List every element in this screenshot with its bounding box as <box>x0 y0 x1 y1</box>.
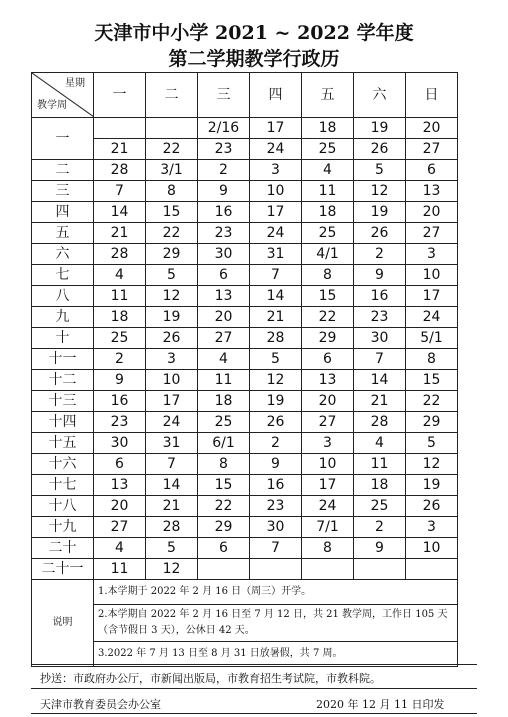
day-cell: 12 <box>406 454 458 475</box>
day-cell: 12 <box>146 559 198 580</box>
notes-row <box>32 605 458 642</box>
day-cell: 25 <box>354 496 406 517</box>
table-row <box>32 433 458 454</box>
day-cell: 15 <box>146 202 198 223</box>
day-cell: 8 <box>198 454 250 475</box>
day-cell: 17 <box>406 286 458 307</box>
day-cell: 26 <box>354 139 406 160</box>
week-label: 十五 <box>32 433 94 454</box>
day-cell: 19 <box>406 475 458 496</box>
day-cell: 18 <box>198 391 250 412</box>
day-cell: 2 <box>198 160 250 181</box>
corner-week-label: 教学周 <box>37 100 67 111</box>
day-cell <box>198 559 250 580</box>
day-cell: 18 <box>302 118 354 139</box>
week-label: 二十 <box>32 538 94 559</box>
day-cell: 25 <box>198 412 250 433</box>
day-cell: 16 <box>94 391 146 412</box>
day-cell: 7 <box>354 349 406 370</box>
day-cell: 6 <box>94 454 146 475</box>
day-cell: 16 <box>250 475 302 496</box>
week-label: 十二 <box>32 370 94 391</box>
day-cell: 11 <box>198 370 250 391</box>
day-cell: 20 <box>406 118 458 139</box>
day-cell: 6 <box>406 160 458 181</box>
footer-bottom-rule <box>31 713 477 714</box>
week-label: 十六 <box>32 454 94 475</box>
weekday-header-sun: 日 <box>406 73 458 118</box>
day-cell: 6 <box>198 538 250 559</box>
day-cell: 13 <box>302 370 354 391</box>
day-cell: 28 <box>250 328 302 349</box>
day-cell: 22 <box>302 307 354 328</box>
day-cell: 4 <box>94 538 146 559</box>
day-cell: 3 <box>302 433 354 454</box>
day-cell <box>354 559 406 580</box>
day-cell: 4/1 <box>302 244 354 265</box>
calendar-table <box>31 72 458 667</box>
day-cell: 23 <box>94 412 146 433</box>
issue-date: 2020 年 12 月 11 日印发 <box>316 698 445 711</box>
day-cell: 22 <box>146 223 198 244</box>
day-cell: 26 <box>146 328 198 349</box>
day-cell: 10 <box>146 370 198 391</box>
day-cell: 18 <box>354 475 406 496</box>
explain-label: 说明 <box>32 580 94 667</box>
day-cell: 31 <box>250 244 302 265</box>
day-cell: 9 <box>198 181 250 202</box>
day-cell: 23 <box>198 223 250 244</box>
day-cell: 25 <box>302 223 354 244</box>
day-cell: 3 <box>250 160 302 181</box>
week-label: 八 <box>32 286 94 307</box>
document-title-line1: 天津市中小学 2021 ~ 2022 学年度 <box>94 22 414 44</box>
day-cell: 8 <box>406 349 458 370</box>
table-row <box>32 118 458 139</box>
day-cell: 30 <box>354 328 406 349</box>
corner-weekday-label: 星期 <box>65 78 85 89</box>
day-cell: 28 <box>354 412 406 433</box>
day-cell: 29 <box>198 517 250 538</box>
weekday-header-mon: 一 <box>94 73 146 118</box>
weekday-header-sat: 六 <box>354 73 406 118</box>
day-cell: 14 <box>94 202 146 223</box>
day-cell <box>250 559 302 580</box>
notes-row <box>32 580 458 605</box>
day-cell: 12 <box>354 181 406 202</box>
week-label: 六 <box>32 244 94 265</box>
week-label: 一 <box>32 118 94 160</box>
week-label: 五 <box>32 223 94 244</box>
day-cell: 19 <box>250 391 302 412</box>
day-cell: 28 <box>146 517 198 538</box>
week-label: 二 <box>32 160 94 181</box>
day-cell: 7/1 <box>302 517 354 538</box>
day-cell: 8 <box>302 265 354 286</box>
day-cell: 8 <box>302 538 354 559</box>
day-cell: 31 <box>146 433 198 454</box>
day-cell: 26 <box>406 496 458 517</box>
day-cell: 18 <box>94 307 146 328</box>
day-cell: 25 <box>94 328 146 349</box>
week-label: 十九 <box>32 517 94 538</box>
cc-top-rule <box>31 664 477 665</box>
table-row <box>32 496 458 517</box>
day-cell: 14 <box>146 475 198 496</box>
day-cell: 17 <box>250 118 302 139</box>
day-cell: 5 <box>146 538 198 559</box>
week-label: 三 <box>32 181 94 202</box>
table-row <box>32 370 458 391</box>
day-cell: 21 <box>94 223 146 244</box>
day-cell: 17 <box>250 202 302 223</box>
week-label: 十七 <box>32 475 94 496</box>
day-cell: 12 <box>146 286 198 307</box>
table-row <box>32 265 458 286</box>
day-cell: 21 <box>146 496 198 517</box>
table-row <box>32 475 458 496</box>
day-cell: 16 <box>354 286 406 307</box>
day-cell: 13 <box>198 286 250 307</box>
day-cell: 24 <box>250 223 302 244</box>
day-cell: 4 <box>354 433 406 454</box>
table-row <box>32 328 458 349</box>
day-cell: 18 <box>302 202 354 223</box>
day-cell: 23 <box>198 139 250 160</box>
day-cell: 29 <box>146 244 198 265</box>
day-cell: 7 <box>94 181 146 202</box>
day-cell: 3 <box>406 244 458 265</box>
day-cell: 3/1 <box>146 160 198 181</box>
day-cell: 2 <box>94 349 146 370</box>
day-cell: 5 <box>406 433 458 454</box>
table-row <box>32 181 458 202</box>
day-cell: 19 <box>354 202 406 223</box>
day-cell: 21 <box>94 139 146 160</box>
day-cell: 21 <box>354 391 406 412</box>
day-cell: 14 <box>250 286 302 307</box>
day-cell: 24 <box>146 412 198 433</box>
day-cell <box>406 559 458 580</box>
day-cell: 27 <box>302 412 354 433</box>
notes-row <box>32 642 458 667</box>
week-label: 二十一 <box>32 559 94 580</box>
day-cell: 15 <box>302 286 354 307</box>
table-row <box>32 454 458 475</box>
day-cell: 30 <box>250 517 302 538</box>
day-cell: 10 <box>406 265 458 286</box>
weekday-header-tue: 二 <box>146 73 198 118</box>
day-cell: 21 <box>250 307 302 328</box>
day-cell <box>94 118 146 139</box>
day-cell: 10 <box>250 181 302 202</box>
table-row <box>32 559 458 580</box>
table-row <box>32 517 458 538</box>
weekday-header-fri: 五 <box>302 73 354 118</box>
table-row <box>32 139 458 160</box>
issuer: 天津市教育委员会办公室 <box>40 698 161 711</box>
day-cell: 6/1 <box>198 433 250 454</box>
day-cell: 4 <box>198 349 250 370</box>
day-cell: 29 <box>302 328 354 349</box>
day-cell: 5 <box>250 349 302 370</box>
weekday-header-wed: 三 <box>198 73 250 118</box>
day-cell: 24 <box>302 496 354 517</box>
table-row <box>32 286 458 307</box>
day-cell: 27 <box>94 517 146 538</box>
day-cell: 22 <box>406 391 458 412</box>
day-cell: 9 <box>94 370 146 391</box>
day-cell: 17 <box>302 475 354 496</box>
day-cell: 26 <box>354 223 406 244</box>
header-row <box>32 73 458 118</box>
day-cell: 22 <box>146 139 198 160</box>
day-cell: 27 <box>198 328 250 349</box>
week-label: 七 <box>32 265 94 286</box>
day-cell: 6 <box>198 265 250 286</box>
day-cell: 20 <box>94 496 146 517</box>
day-cell: 27 <box>406 139 458 160</box>
day-cell: 11 <box>94 559 146 580</box>
day-cell: 28 <box>94 160 146 181</box>
day-cell: 29 <box>406 412 458 433</box>
day-cell: 8 <box>146 181 198 202</box>
day-cell: 10 <box>406 538 458 559</box>
day-cell: 7 <box>146 454 198 475</box>
note-1: 1.本学期于 2022 年 2 月 16 日（周三）开学。 <box>94 580 458 605</box>
day-cell: 30 <box>94 433 146 454</box>
week-label: 十 <box>32 328 94 349</box>
day-cell: 22 <box>198 496 250 517</box>
week-label: 九 <box>32 307 94 328</box>
day-cell: 4 <box>94 265 146 286</box>
day-cell: 2 <box>354 517 406 538</box>
day-cell: 11 <box>354 454 406 475</box>
day-cell: 3 <box>406 517 458 538</box>
day-cell: 2 <box>354 244 406 265</box>
day-cell <box>302 559 354 580</box>
day-cell <box>146 118 198 139</box>
day-cell: 24 <box>250 139 302 160</box>
day-cell: 7 <box>250 538 302 559</box>
day-cell: 3 <box>146 349 198 370</box>
day-cell: 24 <box>406 307 458 328</box>
day-cell: 2 <box>250 433 302 454</box>
table-row <box>32 538 458 559</box>
day-cell: 25 <box>302 139 354 160</box>
day-cell: 13 <box>94 475 146 496</box>
day-cell: 9 <box>354 265 406 286</box>
week-label: 十三 <box>32 391 94 412</box>
day-cell: 20 <box>406 202 458 223</box>
day-cell: 28 <box>94 244 146 265</box>
table-row <box>32 307 458 328</box>
day-cell: 2/16 <box>198 118 250 139</box>
week-label: 十八 <box>32 496 94 517</box>
day-cell: 6 <box>302 349 354 370</box>
table-row <box>32 412 458 433</box>
day-cell: 30 <box>198 244 250 265</box>
day-cell: 5 <box>354 160 406 181</box>
day-cell: 19 <box>354 118 406 139</box>
day-cell: 16 <box>198 202 250 223</box>
weekday-header-thu: 四 <box>250 73 302 118</box>
day-cell: 20 <box>198 307 250 328</box>
day-cell: 23 <box>354 307 406 328</box>
day-cell: 5/1 <box>406 328 458 349</box>
week-label: 四 <box>32 202 94 223</box>
week-label: 十一 <box>32 349 94 370</box>
table-row <box>32 160 458 181</box>
day-cell: 27 <box>406 223 458 244</box>
note-3: 3.2022 年 7 月 13 日至 8 月 31 日放暑假，共 7 周。 <box>94 642 458 667</box>
day-cell: 15 <box>198 475 250 496</box>
table-row <box>32 223 458 244</box>
corner-cell <box>32 73 94 118</box>
day-cell: 23 <box>250 496 302 517</box>
day-cell: 26 <box>250 412 302 433</box>
day-cell: 11 <box>94 286 146 307</box>
table-row <box>32 349 458 370</box>
day-cell: 9 <box>250 454 302 475</box>
table-row <box>32 202 458 223</box>
table-row <box>32 244 458 265</box>
day-cell: 11 <box>302 181 354 202</box>
day-cell: 13 <box>406 181 458 202</box>
table-row <box>32 391 458 412</box>
week-label: 十四 <box>32 412 94 433</box>
day-cell: 19 <box>146 307 198 328</box>
day-cell: 4 <box>302 160 354 181</box>
note-2: 2.本学期自 2022 年 2 月 16 日至 7 月 12 日，共 21 教学周，工作日 105 天（含节假日 3 天），公休日 42 天。 <box>94 605 458 642</box>
day-cell: 10 <box>302 454 354 475</box>
cc-bottom-rule <box>31 688 477 689</box>
day-cell: 14 <box>354 370 406 391</box>
day-cell: 7 <box>250 265 302 286</box>
day-cell: 20 <box>302 391 354 412</box>
document-title-line2: 第二学期教学行政历 <box>168 48 340 70</box>
day-cell: 12 <box>250 370 302 391</box>
cc-line: 抄送：市政府办公厅，市新闻出版局，市教育招生考试院，市教科院。 <box>40 672 381 685</box>
day-cell: 15 <box>406 370 458 391</box>
day-cell: 9 <box>354 538 406 559</box>
day-cell: 17 <box>146 391 198 412</box>
day-cell: 5 <box>146 265 198 286</box>
